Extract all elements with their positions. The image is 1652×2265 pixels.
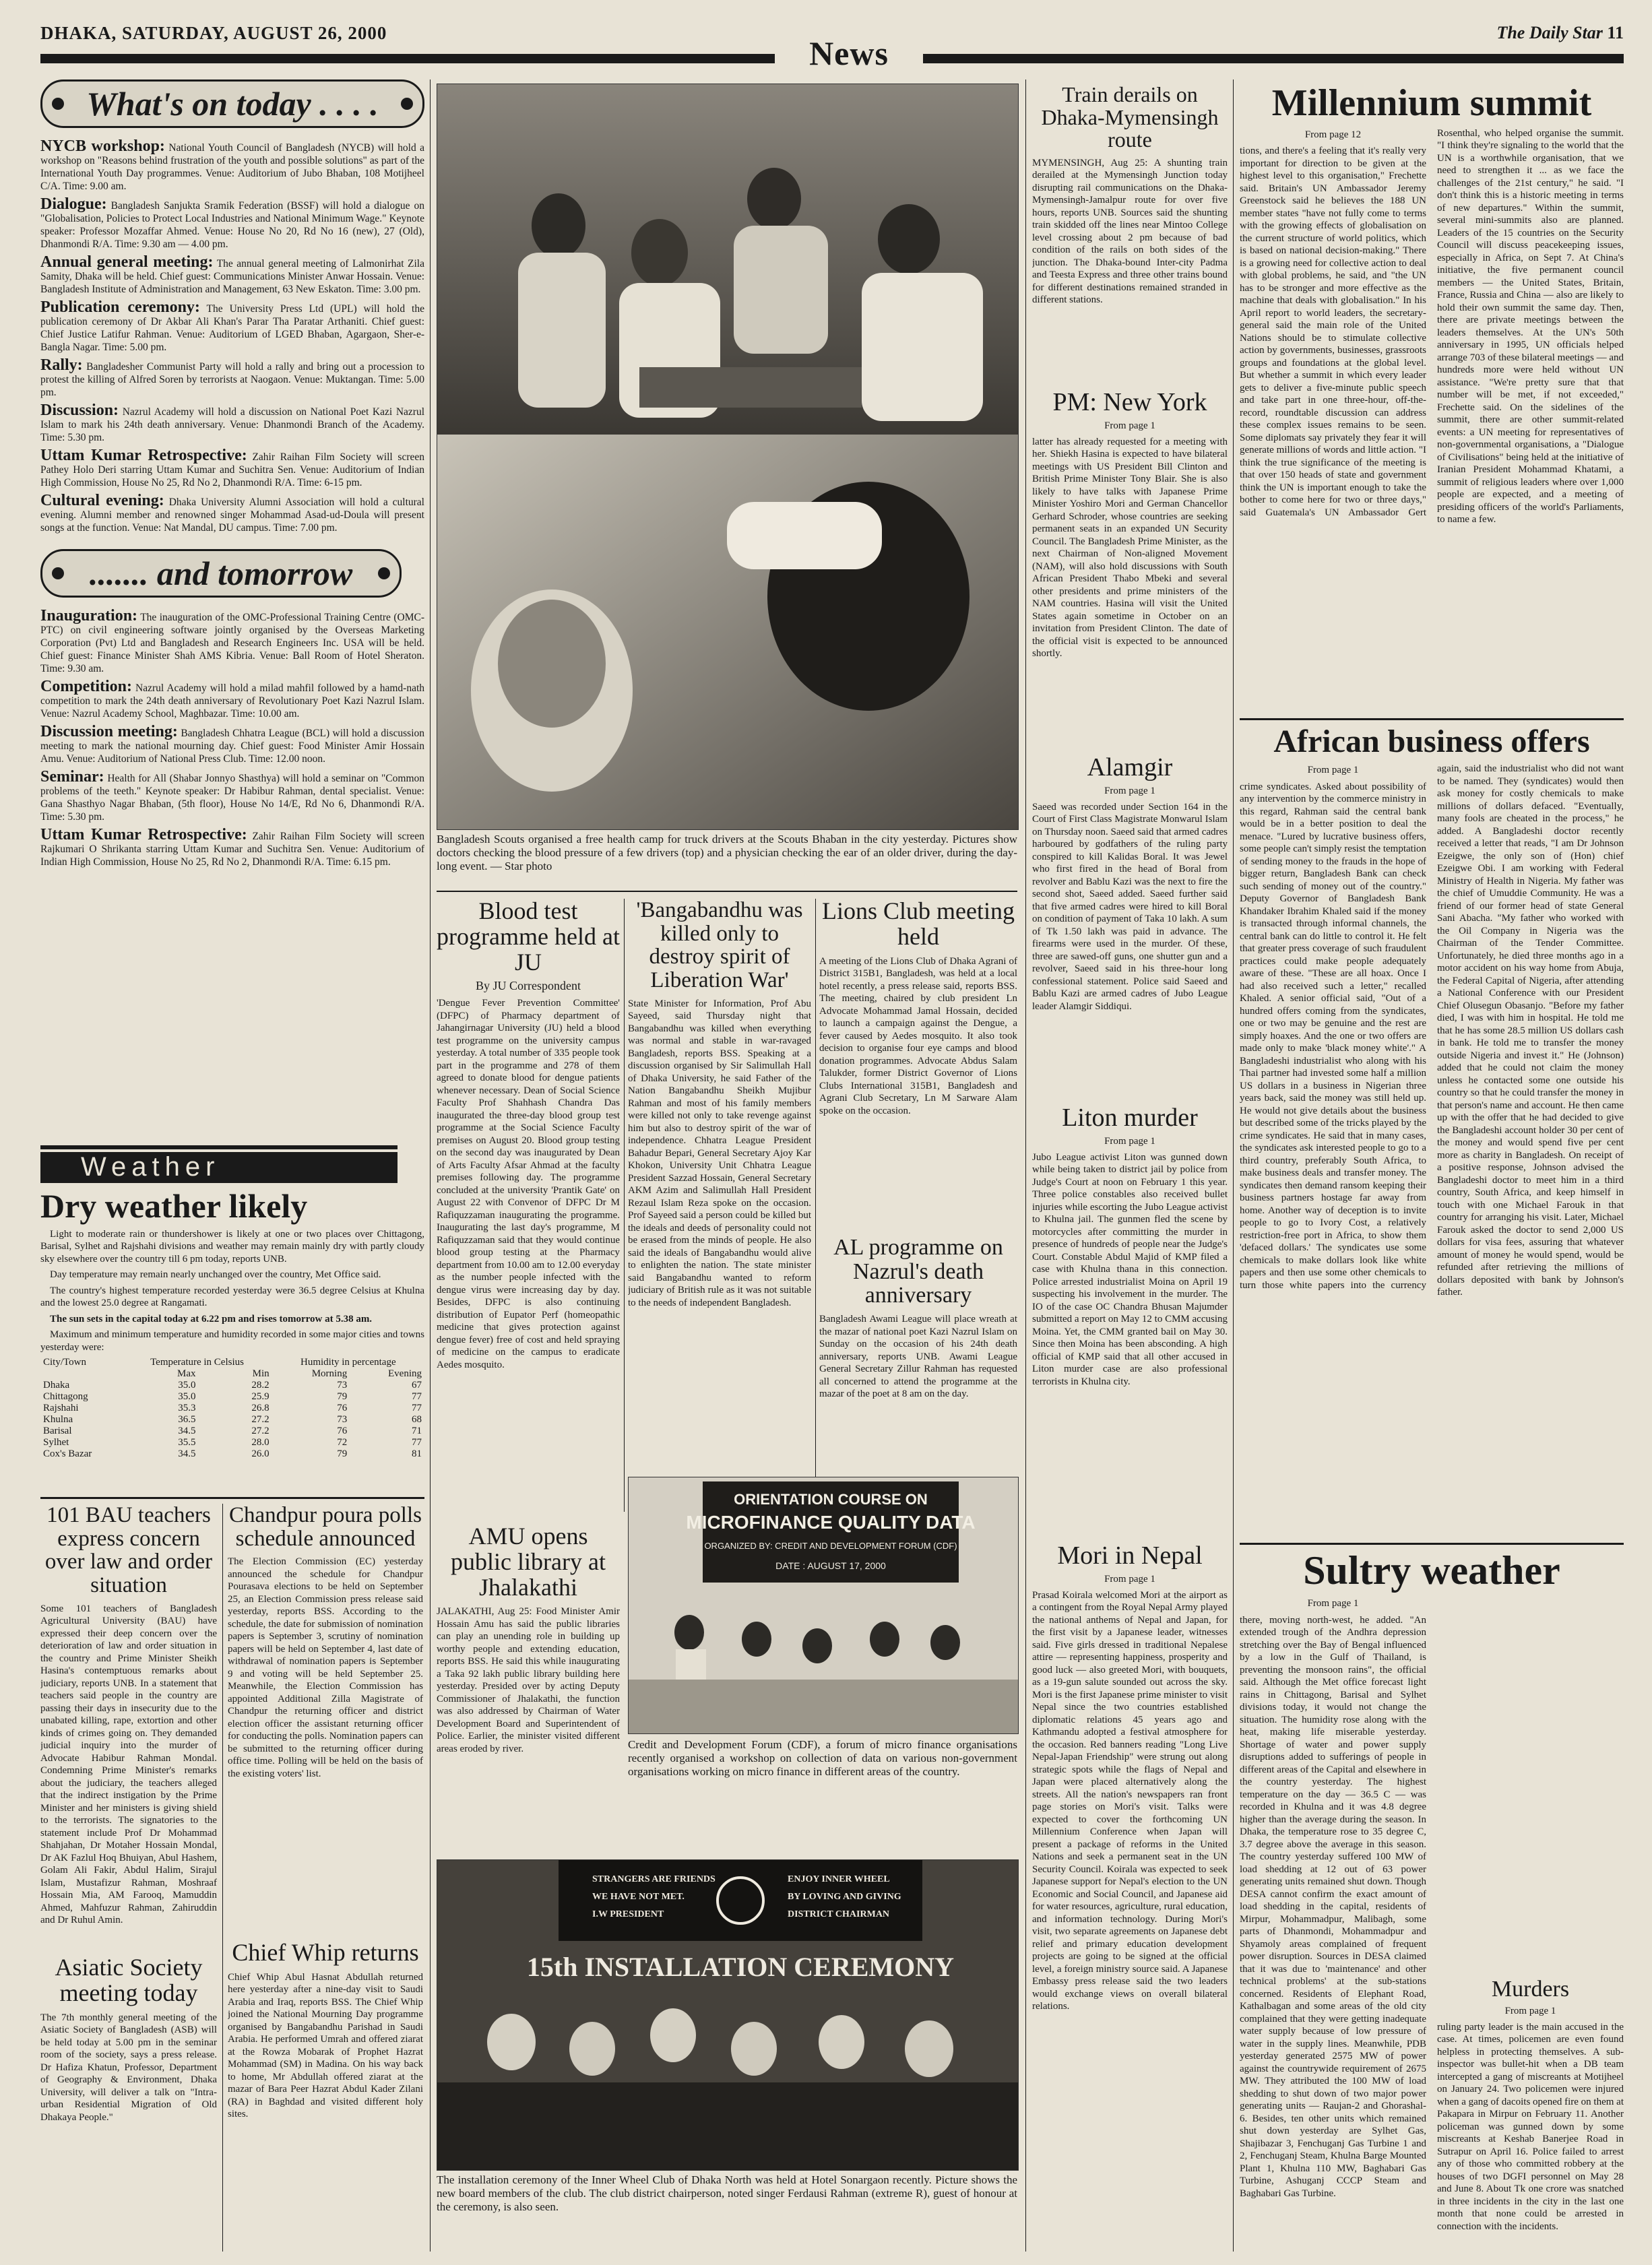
listing-title: Uttam Kumar Retrospective: [40, 447, 247, 464]
table-cell: 26.8 [251, 1403, 269, 1413]
divider [222, 1504, 223, 2252]
whats-on-banner [40, 79, 424, 128]
millennium-headline: Millennium summit [1271, 84, 1592, 124]
table-cell: 36.5 [178, 1414, 196, 1425]
table-row [40, 1437, 424, 1448]
table-cell: 76 [337, 1403, 348, 1413]
sign-text: STRANGERS ARE FRIENDS [592, 1874, 716, 1884]
bangabandhu-body: State Minister for Information, Prof Abu Sayeed, said Thursday night that Bangabandhu was killed when everything was normal and stable in war-ravaged Bangladesh, reports BSS. Speaking at a discussion organised by Sir Salimullah Hall of Dhaka University, he said Father of the Nation Bangabandhu Sheikh Mujibur Rahman and most of his family members were killed not only to take revenge against him but also to destroy spirit of the war of independence. Chhatra League President Bahadur Bepari, General Secretary Ajoy Kar Khokon, University Unit Chhatra League President Sazzad Hossain, General Secretary AKM Azim and Salimullah Hall President Rezaul Islam Reza spoke on the occasion. Prof Sayeed said a person could be killed but the ideals and deeds of personality could not be erased from the minds of people. He also said the ideals of Bangabandhu would alive to enlighten the nation. The state minister said Bangabandhu wanted to reform judiciary of British rule as it was not suitable to the needs of independent Bangladesh. [628, 998, 811, 1308]
listing-title: Dialogue: [40, 195, 107, 213]
sultry-continued [1437, 1596, 1624, 1973]
listing-details: Nazrul Academy will hold a milad mahfil followed by a hamd-nath competition to mark the 24th death anniversary of Revolutionary Poet Kazi Nazrul Islam. Venue: Nazrul Academy School, Maghbazar. Time: 10.00 am. [40, 682, 424, 720]
weather-para: Light to moderate rain or thundershower is likely at one or two places over Chittagong, Barisal, Sylhet and Rajshahi divisions and weather may remain mainly dry with partly cloudy sky elsewhere over the country till 6 pm today, reports UNB. [40, 1228, 424, 1265]
table-cell: 25.9 [251, 1391, 269, 1402]
train-article [1032, 84, 1228, 380]
jump-line: From page 1 [1504, 2005, 1556, 2016]
jump-line: From page 1 [1104, 420, 1155, 431]
bau-headline: 101 BAU teachers express concern over law and order situation [44, 1504, 213, 1597]
table-cell: 35.0 [178, 1391, 196, 1402]
table-row [40, 1403, 424, 1414]
lions-article [819, 899, 1017, 1229]
table-cell: 35.3 [178, 1403, 196, 1413]
table-header: Temperature in Celsius [150, 1357, 244, 1368]
divider [1240, 718, 1624, 720]
table-row [40, 1380, 424, 1391]
pm-new-york-headline: PM: New York [1052, 389, 1207, 416]
listing-item [40, 826, 424, 868]
lions-headline: Lions Club meeting held [822, 899, 1015, 950]
table-subheader [40, 1368, 122, 1380]
table-cell: 81 [412, 1448, 422, 1459]
chief-whip-headline: Chief Whip returns [232, 1940, 419, 1966]
listing-item [40, 492, 424, 534]
table-cell: Barisal [43, 1426, 72, 1436]
bau-body: Some 101 teachers of Bangladesh Agricultural University (BAU) have expressed their deep concern over the deterioration of law and order situation in the country and Prime Minister Sheikh Hasina's contemptuous remarks about judiciary, reports UNB. In a statement that teachers said people in the country are passing their days in insecurity due to the unabated killing, rape, extortion and other kinds of crimes going on. They demanded judicial inquiry into the murder of Advocate Habibur Rahman Mondal. Condemning Prime Minister's remarks about the judiciary, the teachers alleged that the indirect instigation by the Prime Minister and her ministers is giving shield to the terrorists. The signatories to the statement include Prof Dr Mohammad Shahjahan, Dr Motaher Hossain Mondal, Dr AK Fazlul Hoq Bhuiyan, Abul Hashem, Golam Ali Fakir, Abdul Halim, Sirajul Islam, Mustafizur Rahman, Moshraaf Hossain Mia, AM Farooq, Mamuddin Ahmed, Mahfuzur Rahman, Zahiruddin and Dr Ruhul Amin. [40, 1603, 217, 1926]
murders-body: ruling party leader is the main accused in the case. At times, policemen are even found helpless in protecting themselves. A sub-inspector was bullet-hit when a DB team intercepted a gang of miscreants at Motijheel on January 24. Two policemen were injured when a gang of dacoits opened fire on them at Pakapara in Mirpur on February 11. Another policeman was gunned down by some miscreants at Keshab Banerjee Road in Sutrapur on April 16. Police failed to arrest any of those who committed robbery at the houses of two DGFI personnel on May 28 and June 8. About Tk one crore was snatched in three incidents in the city in the last one month that none could be arrested in connection with the incidents. [1437, 2021, 1624, 2232]
chief-whip-body: Chief Whip Abul Hasnat Abdullah returned here yesterday after a nine-day visit to Saudi Arabia and Iraq, reports BSS. The Chief Whip joined the National Mourning Day programme organised by Bangabandhu Parishad in Saudi Arabia. He performed Umrah and offered ziarat at the Rowza Mobarak of Prophet Hazrat Mohammad (SM) in Madina. On his way back to home, Mr Abdullah offered ziarat at the mazar of Bara Peer Hazrat Abdul Kader Zilani (RA) in Baghdad and visited different holy sites. [228, 1971, 423, 2120]
liton-body: Jubo League activist Liton was gunned down while being taken to district jail by police from Judge's Court at noon on February 1 this year. Three police constables also received bullet injuries while escorting the Jubo League activist to Khulna jail. The gunmen fled the scene by motorcycles after committing the murder in presence of hundreds of people near the Judge's Court. Constable Abdul Majid of KMP filed a case with Khulna thana in this connection. Police arrested industrialist Moina on April 19 suspecting his involvement in the murder. The IO of the case OC Chandra Bhusan Majumder submitted a report on May 12 to CMM accusing Moina. Yet, the CMM granted bail on May 30. Since then Moina has been absconding. A high official of KMP said that all other accused in Liton murder case are also professional terrorists in Khulna city. [1032, 1151, 1228, 1387]
listing-details: Bangladesh Sanjukta Sramik Federation (BSSF) will hold a dialogue on "Globalisation, Policies to Protect Local Industries and National Minimum Wage." Keynote speaker: Professor Mozaffar Ahmed. Venue: House No 20, Rd No 16 (new), 27 (Old), Dhanmondi R/A. Time: 9.30 am — 4.00 pm. [40, 200, 424, 250]
cdf-photo-caption: Credit and Development Forum (CDF), a forum of micro finance organisations recently organised a workshop on collection of data on various non-government organisations working on micro finance in different areas of the country. [628, 1738, 1017, 1778]
photo-image [437, 84, 1018, 829]
weather-top-rule [40, 1145, 398, 1149]
bau-article [40, 1504, 217, 1948]
jump-line: From page 1 [1104, 1135, 1155, 1147]
amu-headline: AMU opens public library at Jhalakathi [451, 1524, 606, 1601]
whats-on-column [40, 79, 424, 1137]
divider [624, 899, 625, 1512]
table-cell: 28.0 [251, 1437, 269, 1448]
blood-test-article [437, 899, 620, 1512]
weather-label: Weather [40, 1152, 398, 1183]
african-body [1240, 763, 1624, 1299]
chief-whip-article [228, 1940, 423, 2252]
listing-item [40, 768, 424, 823]
table-cell: 34.5 [178, 1448, 196, 1459]
sultry-weather-article [1240, 1550, 1624, 2252]
table-header: City/Town [43, 1357, 86, 1368]
african-headline: African business offers [1273, 725, 1590, 759]
alamgir-headline: Alamgir [1087, 755, 1173, 781]
jump-line: From page 1 [1104, 785, 1155, 796]
banner-text: ORGANIZED BY: CREDIT AND DEVELOPMENT FORUM (CDF) [704, 1541, 957, 1551]
amu-body: JALAKATHI, Aug 25: Food Minister Amir Hossain Amu has said the public libraries can play an unending role in building up worthy people and extending education, reports BSS. He said this while inaugurating a Taka 92 lakh public library building here yesterday. Presided over by acting Deputy Commissioner of Jhalakathi, the function was also addressed by Chairman of Water Development Board and Superintendent of Police. Earlier, the minister visited different areas eroded by river. [437, 1606, 620, 1754]
listing-details: The University Press Ltd (UPL) will hold the publication ceremony of Dr Akbar Ali Khan's Parar Tha Paratar Arthaniti. Chief guest: Chief Justice Latifur Rahman. Venue: Auditorium of LGED Bhaban, Agargaon, Sher-e-Bangla Nagar. Time: 5.00 pm. [40, 303, 424, 353]
murders-article [1437, 1596, 1624, 2233]
banner-text: MICROFINANCE QUALITY DATA [686, 1512, 976, 1533]
mori-body: Prasad Koirala welcomed Mori at the airport as a contingent from the Royal Nepal Army played the national anthems of Nepal and Japan, for the first visit by a Japanese leader, witnesses said. Five girls dressed in traditional Nepalese attire — representing happiness, prosperity and good luck — also greeted Mori, with bouquets, as a 19-gun salute sounded out across the sky. Mori is the first Japanese prime minister to visit Nepal since the two countries established diplomatic relations 45 years ago and Kathmandu adopted a festival atmosphere for the occasion. Red banners reading "Long Live Nepal-Japan Friendship" were strung out along strategic spots while the flags of Nepal and Japan were placed alternatively along the streets. All the nation's newspapers ran front page stories on Mori's visit. Talks were expected to cover the forthcoming UN Millennium Conference when Japan will present a package of reforms in the United Nations and seek a permanent seat in the UN Security Council. Koirala was expected to seek Japanese support for Nepal's election to the UN Economic and Social Council, and Japanese aid for water resources, agriculture, rural education, and information technology. During Mori's visit, two separate agreements on Japanese debt relief and primary education development projects are going to be signed at the official level, a foreign ministry source said. A Japanese Embassy press release said the two leaders would exchange views on overall bilateral relations. [1032, 1589, 1228, 2012]
listing-details: The inauguration of the OMC-Professional Training Centre (OMC-PTC) on civil engineering software jointly organised by the Overseas Marketing Corporation (Pvt) Ltd and Bangladesh and Research Engineers Inc. USA will be held. Chief guest: Finance Minister Shah AMS Kibria. Venue: Ball Room of Hotel Sheraton. Time: 9.30 am. [40, 612, 424, 674]
murders-headline: Murders [1491, 1977, 1570, 2002]
sign-text: DISTRICT CHAIRMAN [788, 1909, 890, 1919]
al-programme-headline: AL programme on Nazrul's death anniversary [833, 1236, 1003, 1308]
bangabandhu-headline: 'Bangabandhu was killed only to destroy spirit of Liberation War' [636, 899, 803, 992]
millennium-body [1240, 127, 1624, 526]
table-cell: 73 [337, 1380, 348, 1391]
table-subheader: Max [177, 1368, 196, 1379]
sign-text: BY LOVING AND GIVING [788, 1892, 901, 1902]
listing-title: Publication ceremony: [40, 298, 200, 316]
page-number: 11 [1607, 23, 1624, 42]
listing-title: Discussion meeting: [40, 723, 178, 740]
table-subheader: Min [252, 1368, 269, 1379]
table-subheader: Evening [388, 1368, 422, 1379]
table-cell: 77 [412, 1391, 422, 1402]
listing-details: Health for All (Shabar Jonnyo Shasthya) will hold a seminar on "Common problems of the teeth." Keynote speaker: Dr Habibur Rahman, dental specialist. Venue: Gana Shasthyo Nagar Bhaban, (5th floor), House No 14/E, Rd No 6, Dhanmondi R/A. Time: 5.30 pm. [40, 773, 424, 823]
paper-name-and-page [1496, 23, 1624, 43]
listing-item [40, 723, 424, 765]
edition-date: DHAKA, SATURDAY, AUGUST 26, 2000 [40, 23, 387, 43]
banner-text: ORIENTATION COURSE ON [734, 1491, 928, 1508]
asiatic-body: The 7th monthly general meeting of the Asiatic Society of Bangladesh (ASB) will be held today at 5.00 pm in the seminar room of the society, says a press release. Dr Hafiza Khatun, Professor, Department of Geography & Environment, Dhaka University, will deliver a talk on "Intra-urban Residential Migration of Old Dhakaya People." [40, 2012, 217, 2123]
weather-block [40, 1145, 424, 1496]
listing-item [40, 298, 424, 354]
table-row [40, 1414, 424, 1426]
listing-item [40, 137, 424, 193]
weather-sun: The sun sets in the capital today at 6.22 pm and rises tomorrow at 5.38 am. [50, 1313, 373, 1325]
sultry-text: there, moving north-west, he added. "An extended trough of the Andhra depression stretching over the Bay of Bengal influenced by a low in the Gulf of Thailand, is preventing the monsoon rains", the official said. Although the Met office forecast light rains in Chittagong, Barisal and Sylhet divisions today, it would not change the situation. The humidity rose along with the heat, making life miserable yesterday. Shortage of water and power supply disruptions added to sufferings of people in different areas of the Capital and elsewhere in the country yesterday. The highest temperature on the day — 36.5 C — was recorded in Khulna and it was 4.8 degree higher than the average during the season. In Dhaka, the temperature rose to 35 degree C, 3.7 degree above the average in this season. The country yesterday suffered 100 MW of load shedding at 12 out of 63 power generating units remained shut down. Though DESA cannot confirm the exact amount of load shedding in the capital, residents of Mirpur, Mohammadpur, Malibagh, some parts of Dhanmondi, Mohammadpur and Shyamoly areas complained of frequent power disruption. Sources in DESA claimed that it was due to 'maintenance' and other technical problems' at the sub-stations concerned. Residents of Elephant Road, Kathalbagan and some areas of the old city complained that they were getting inadequate water supply because of low pressure of water in the supply lines. Meanwhile, PDB yesterday generated 2575 MW of power against the countrywide requirement of 2675 MW. They attributed the 100 MW of load shedding to shut down of two major power generating units — Raujan-2 and Ghorashal-6. Besides, ten other units which remained shut down yesterday are Sylhet Gas, Shajibazar 3, Fenchuganj Gas Turbine 1 and 2, Fenchuganj Steam, Khulna Barge Mounted Plant 1, Khulna 110 MW, Baghabari Gas Turbine, Ashuganj CCCP Steam and Baghabari Gas Turbine. [1240, 1614, 1426, 2199]
listing-details: Nazrul Academy will hold a discussion on National Poet Kazi Nazrul Islam to mark his 24th death anniversary. Venue: Dhanmondi Branch of the Academy. Time: 5.30 pm. [40, 406, 424, 443]
column-divider [430, 79, 431, 2252]
millennium-summit-article [1240, 84, 1624, 717]
chandpur-article [228, 1504, 423, 1915]
column-divider [1025, 79, 1026, 2252]
cdf-workshop-photo [628, 1477, 1019, 1734]
asiatic-article [40, 1955, 217, 2252]
byline: By JU Correspondent [476, 979, 581, 993]
table-cell: 79 [337, 1391, 348, 1402]
blood-test-body: 'Dengue Fever Prevention Committee' (DFPC) of Pharmacy department of Jahangirnagar University (JU) held a blood test programme on the university campus yesterday. A total number of 335 people took part in the programme and 278 of them agreed to donate blood for dengue patients whenever necessary. Dean of Social Science Faculty Prof Shahhash Chandra Das inaugurated the three-day blood group test programme at the Social Science Faculty premises on August 20. Blood group testing on the second day was inaugurated by Dean of Arts Faculty Afsar Ahmad at the faculty premises following day. The programme concluded at the university 'Prantik Gate' on August 22 with Convenor of DFPC Dr M Rafiquzzaman inaugurating the programme. Inaugurating the last day's programme, M Rafiquzzaman said that they would continue blood group testing at the Pharmacy department from 10.00 am to 12.00 everyday as the number people infected with the dengue virus were increasing day by day. Besides, DFPC is also continuing distribution of Eupator Perf (homeopathic medicine that gives protection against dengue fever) free of cost and held spraying of medicine on the campus to eradicate Aedes mosquito. [437, 998, 620, 1370]
sultry-body [1240, 1596, 1426, 2233]
weather-para: Day temperature may remain nearly unchanged over the country, Met Office said. [50, 1269, 381, 1280]
listing-title: Uttam Kumar Retrospective: [40, 826, 247, 843]
listing-details: Bangladesher Communist Party will hold a rally and bring out a procession to protest the killing of Alfred Soren by terrorists at Naogaon. Venue: Muktangan. Time: 5.00 pm. [40, 361, 424, 398]
table-subheader: Morning [311, 1368, 348, 1379]
table-cell: Sylhet [43, 1437, 69, 1448]
ceremony-banner-text: 15th INSTALLATION CEREMONY [526, 1952, 955, 1982]
table-cell: 35.0 [178, 1380, 196, 1391]
listing-details: Dhaka University Alumni Association will hold a cultural evening. Alumni member and renowned singer Mohammad Asad-ud-Doula will present songs at the function. Venue: Nat Mandal, DU campus. Time: 7.00 pm. [40, 497, 424, 534]
millennium-text: tions, and there's a feeling that it's really very important for direction to be given at the highest level to this organisation," Frechette said. Britain's UN Ambassador Jeremy Greenstock said he believes the 188 UN member states "have not fully come to terms with the growing effects of globalisation on the current structure of world politics, which is based on national decision-making." There is a growing need for collective action to deal with global problems, he said, and "the UN has to be stronger and more effective as the machine that deals with globalisation." In his April report to world leaders, the secretary-general said the main role of the United Nations should be to stimulate collective action by governments, businesses, grassroots groups and foundations at the global level. But whether a summit in which every leader gets to deliver a five-minute public speech and take part in one three-hour, off-the-record, roundtable discussion can address these complex issues remains to be seen. Some diplomats say privately they fear it will generate millions of words and little action. "I think the true significance of the meeting is that over 150 heads of state and government think the UN is important enough to take the bother to come here for two or three days," said Guatemala's UN Ambassador Gert Rosenthal, who helped organise the summit. "I think they're signaling to the world that the UN is a worthwhile organisation, that we need to strengthen it ... as we face the challenges of the 21st century," he said. "I don't think this is a historic meeting in terms of new departures." Within the summit, several mini-summits also are planned. Leaders of the 15 countries on the Security Council will discuss peacekeeping issues, especially in Africa, on Sept 7. At China's initiative, the five permanent council members — the United States, Britain, France, Russia and China — also are likely to hold their own summit the same day. Then, there are private meetings between the leaders themselves. At the UN's 50th anniversary in 1995, UN officials helped arrange 703 of these bilateral meetings — and hundreds more were held without UN assistance. "We're pretty sure that that number will be met, if not exceeded," Frechette said. On the sidelines of the summit, there are other summit-related events: a UN meeting for representatives of non-governmental organisations, a "Dialogue of Civilisations" being held at the initiative of Iranian President Mohammad Khatami, a summit of religious leaders where over 1,000 people are expected, and a meeting of presiding officers of the world's Parliaments, to name a few. [1240, 127, 1624, 525]
section-title: News [809, 34, 889, 72]
photo-image [437, 1860, 1018, 2170]
listing-item [40, 356, 424, 399]
listing-title: Seminar: [40, 768, 104, 786]
divider [815, 899, 816, 1512]
tomorrow-banner [40, 549, 402, 598]
divider [437, 891, 1017, 892]
bullet-icon [378, 567, 390, 579]
table-row [40, 1448, 424, 1460]
inner-wheel-photo [437, 1859, 1019, 2171]
table-cell: 71 [412, 1426, 422, 1436]
liton-murder-article [1032, 1105, 1228, 1536]
jump-line: From page 1 [1307, 765, 1359, 776]
table-row [40, 1391, 424, 1403]
tomorrow-title: ....... and tomorrow [89, 554, 353, 592]
listing-title: Competition: [40, 678, 132, 695]
listing-details: Zahir Raihan Film Society will screen Pathey Holo Deri starring Uttam Kumar and Suchitra Sen. Venue: Auditorium of Indian High Commission, House No 25, Rd No 2, Dhanmondi R/A. Time: 6-15 pm. [40, 451, 424, 488]
listing-details: Zahir Raihan Film Society will screen Rajkumari O Shrikanta starring Uttam Kumar and Suchitra Sen. Venue: Auditorium of Indian High Commission, House No 25, Rd No 2, Dhanmondi R/A. Time: 6.15 pm. [40, 831, 424, 868]
tomorrow-list [40, 607, 424, 868]
alamgir-article [1032, 755, 1228, 1098]
table-cell: 77 [412, 1403, 422, 1413]
listing-title: Discussion: [40, 402, 119, 419]
train-headline: Train derails on Dhaka-Mymensingh route [1041, 84, 1219, 152]
jump-line: From page 1 [1307, 1598, 1359, 1609]
mori-nepal-article [1032, 1543, 1228, 2252]
table-cell: 34.5 [178, 1426, 196, 1436]
column-divider [1233, 79, 1234, 2252]
masthead-rule-left [40, 54, 775, 63]
table-cell: Chittagong [43, 1391, 88, 1402]
photo-image [629, 1477, 1018, 1733]
liton-headline: Liton murder [1062, 1105, 1198, 1132]
chandpur-headline: Chandpur poura polls schedule announced [229, 1504, 422, 1551]
blood-test-headline: Blood test programme held at JU [437, 899, 620, 976]
al-programme-body: Bangladesh Awami League will place wreath at the mazar of national poet Kazi Nazrul Islam on Sunday on the occasion of his 24th death anniversary, reports UNB. Awami League General Secretary Zillur Rahman has requested all concerned to attend the programme at the mazar of the poet at 8 am on the day. [819, 1314, 1017, 1400]
jump-line: From page 1 [1104, 1573, 1155, 1585]
divider [1240, 1543, 1624, 1545]
table-cell: 68 [412, 1414, 422, 1425]
table-cell: 79 [337, 1448, 348, 1459]
divider [40, 1497, 424, 1499]
scouts-health-camp-photo [437, 84, 1019, 830]
masthead [40, 19, 1624, 72]
listing-title: NYCB workshop: [40, 137, 165, 155]
bullet-icon [401, 98, 413, 110]
whats-on-title: What's on today . . . . [86, 85, 379, 123]
sultry-headline: Sultry weather [1303, 1550, 1560, 1593]
bullet-icon [52, 98, 64, 110]
al-programme-article [819, 1236, 1017, 1505]
table-header: Humidity in percentage [300, 1357, 396, 1368]
listing-item [40, 253, 424, 296]
table-cell: 72 [337, 1437, 348, 1448]
table-cell: 27.2 [251, 1414, 269, 1425]
scouts-photo-caption: Bangladesh Scouts organised a free health camp for truck drivers at the Scouts Bhaban in the city yesterday. Pictures show doctors checking the blood pressure of a few drivers (top) and a physician checking the ear of an older driver, during the day-long event. — Star photo [437, 833, 1017, 872]
listing-item [40, 404, 424, 444]
table-cell: 35.5 [178, 1437, 196, 1448]
listing-details: Bangladesh Chhatra League (BCL) will hold a discussion meeting to mark the national mourning day. Chief guest: Food Minister Amir Hossain Amu. Venue: Auditorium of National Press Club. Time: 12.00 noon. [40, 728, 424, 765]
mori-headline: Mori in Nepal [1057, 1543, 1203, 1570]
listing-title: Annual general meeting: [40, 253, 214, 271]
pm-new-york-article [1032, 389, 1228, 746]
whats-on-list [40, 137, 424, 534]
table-cell: 77 [412, 1437, 422, 1448]
listing-item [40, 195, 424, 251]
table-cell: 27.2 [251, 1426, 269, 1436]
amu-article [437, 1524, 620, 1841]
table-cell: Rajshahi [43, 1403, 79, 1413]
table-cell: 26.0 [251, 1448, 269, 1459]
table-cell: 76 [337, 1426, 348, 1436]
lions-body: A meeting of the Lions Club of Dhaka Agrani of District 315B1, Bangladesh, was held at a local hotel recently, a press release said, reports BSS. The meeting, chaired by club president Ln Advocate Mohammad Jamal Hossain, decided to launch a campaign against the Dengue, a fever caused by Aedes mosquito. It also took decision to organise four eye camps and blood donation programmes. Advocate Abdus Salam Talukder, former District Governor of Lions Clubs International 315B1, Bangladesh and Agrani Club Secretary, Ln M Sarware Alam spoke on the occasion. [819, 955, 1017, 1116]
asiatic-headline: Asiatic Society meeting today [55, 1955, 203, 2006]
weather-para: The country's highest temperature recorded yesterday were 36.5 degree Celsius at Khulna and the lowest 25.0 degree at Rangamati. [40, 1285, 424, 1308]
listing-details: The annual general meeting of Lalmonirhat Zila Samity, Dhaka will be held. Chief guest: Communications Minister Anwar Hossain. Venue: Bangladesh Institute of Administration and Management, 63 New Eskaton. Time: 3.00 pm. [40, 258, 424, 295]
banner-text: DATE : AUGUST 17, 2000 [775, 1560, 886, 1571]
alamgir-body: Saeed was recorded under Section 164 in the Court of First Class Magistrate Monwarul Islam on Thursday noon. Saeed said that armed cadres harboured by godfathers of the ruling party conspired to kill Kalidas Boral. It was Jewel who first fired in the head of Boral from revolver and Bablu Kazi was the next to fire the second shot, Saeed added. Saeed further said that five armed cadres were hired to kill Boral on condition of payment of Taka 10 lakh. A sum of Tk 1.50 lakh was paid in advance. The firearms were used in the murder. Of these, three are sawed-off guns, one shutter gun and a revolver, Saeed said in his three-hour long confessional statement. Police said Saeed and Bablu Kazi are armed cadres of Jubo League leader Alamgir Siddiqui. [1032, 801, 1228, 1012]
masthead-rule-right [923, 54, 1624, 63]
table-cell: 28.2 [251, 1380, 269, 1391]
pm-new-york-body: latter has already requested for a meeting with her. Shiekh Hasina is expected to have bilateral meetings with US President Bill Clinton and British Prime Minister Tony Blair. She is also likely to have talks with Japanese Prime Minister Yoshiro Mori and German Chancellor Gerhard Schroder, whose countries are seeking permanent seats in an expanded UN Security Council. The Bangladesh Prime Minister, as the next Chairman of Non-aligned Movement (NAM), will also hold discussions with South African President Thabo Mbeki and several other presidents and prime ministers of the NAM countries. Hasina will visit the United States again sometime in October on an invitation from President Clinton. The date of the official visit is expected to be announced shortly. [1032, 436, 1228, 660]
listing-item [40, 680, 424, 720]
train-body: MYMENSINGH, Aug 25: A shunting train derailed at the Mymensingh Junction today disrupting rail communications on the Dhaka-Mymensingh-Jamalpur route for over five hours, reports UNB. Sources said the shunting train skidded off the lines near Mintoo College level crossing about 2 pm because of bad condition of the rails on both sides of the junction. The Dhaka-bound Inter-city Padma and Teesta Express and three other trains bound for different destinations remained stranded in different stations. [1032, 157, 1228, 306]
bullet-icon [52, 567, 64, 579]
listing-title: Rally: [40, 356, 83, 374]
table-cell: Khulna [43, 1414, 73, 1425]
sign-text: ENJOY INNER WHEEL [788, 1874, 890, 1884]
listing-item [40, 449, 424, 489]
chandpur-body: The Election Commission (EC) yesterday announced the schedule for Chandpur Pourasava elections to be held on September 25, an Election Commission press release said yesterday, reports BSS. According to the schedule, the date for submission of nomination papers is September 3, scrutiny of nomination papers will be held on September 4, last date of withdrawal of nomination papers is September 9 and voting will be held September 25. Meanwhile, the Election Commission has appointed Additional Zilla Magistrate of Chandpur the returning officer and district election officer the assistant returning officer for conducting the polls. Nomination papers can be submitted to the returning officer during office time. Polling will be held on the basis of the existing voters' list. [228, 1556, 423, 1779]
listing-title: Inauguration: [40, 607, 138, 625]
weather-body [40, 1228, 424, 1354]
listing-details: National Youth Council of Bangladesh (NYCB) will hold a workshop on "Reasons behind frustration of the youth and possible solutions" as part of the International Youth Day programmes. Venue: Auditorium of Jubo Bhaban, 108 Motijheel C/A. Time: 9.00 am. [40, 142, 424, 192]
african-business-article [1240, 725, 1624, 1540]
table-cell: Dhaka [43, 1380, 70, 1391]
listing-title: Cultural evening: [40, 492, 164, 509]
weather-table [40, 1357, 424, 1460]
inner-wheel-photo-caption: The installation ceremony of the Inner Wheel Club of Dhaka North was held at Hotel Sonargaon recently. Picture shows the new board members of the club. The club district chairperson, noted singer Ferdausi Rahman (extreme R), guest of honour at the ceremony, is also seen. [437, 2173, 1017, 2213]
sign-text: I.W PRESIDENT [592, 1909, 664, 1919]
sultry-columns [1240, 1596, 1624, 2233]
table-cell: 73 [337, 1414, 348, 1425]
paper-name: The Daily Star [1496, 23, 1603, 42]
listing-item [40, 607, 424, 675]
table-cell: Cox's Bazar [43, 1448, 92, 1459]
table-cell: 67 [412, 1380, 422, 1391]
weather-para: Maximum and minimum temperature and humidity recorded in some major cities and towns yesterday were: [40, 1329, 424, 1353]
jump-line: From page 12 [1304, 129, 1362, 140]
sign-text: WE HAVE NOT MET. [592, 1892, 685, 1902]
african-text: crime syndicates. Asked about possibility of any intervention by the commerce ministry in this regard, Rahman said the central bank would be in a better position to deal the menace. "Lured by lucrative business offers, some people can't simply resist the temptation of sending money to the frauds in the hope of bigger return, Bangladesh Bank can check such sending of money out of the country." Deputy Governor of Bangladesh Bank Khandaker Ibrahim Khaled said if the money is transacted through informal channels, the central bank can do little to control it. He felt that greater press coverage of such fraudulent practices could make people adequately aware of these. "These are all hoax. Once I had also received such a letter," recalled Khaled. A senior official said, "Out of a hundred offers coming from the syndicates, one or two may be genuine and the rest are simply hoaxes. And the one or two offers are made only to make 'black money white'." A Bangladeshi industrialist who along with his Thai partner had invested some half a million US dollars in a business in Nigerian three years back, said the money was still held up. He would not give details about the business but described some of the tricks played by the crime syndicates. He said that in many cases, the syndicates ask interested people to go to a third country, preferably South Africa, to make business deals and transfer money. The syndicates then demand ransom keeping their business partners hostage far away from home. Another way of deception is to invite people to go to Ivory Cost, a relatively restriction-free port in Africa, to show them 'defaced dollars.' The syndicates use some chemicals to make dollars look like white papers and then use some other chemicals to turn those white papers into the currency again, said the industrialist who did not want to be named. They (syndicates) would then ask money for costly chemicals to make millions of dollars defaced. "Eventually, many fools are cheated in the process," he added. A Bangladeshi doctor recently received a letter that reads, "I am Dr Johnson Ezeigwe, the only son of (Hon) chief Ezeigwe Obi. I am working with Federal Ministry of Health in Nigeria. My father was the chief of Umuddie Community. He was a friend of our former head of state General Sani Abacha. "My father who worked with the Oil Company in Nigeria was the Chairman of the Tender Committee. Unfortunately, he died three months ago in a motor accident on his way home from Abuja, the Federal Capital of Nigeria, after attending a National Conference with our President Chief Olusegun Obasanjo. "Before my father died, I was with him in hospital. He told me that he has some 28.5 million US dollars cash in bank. He told me to transfer the money outside Nigeria and invest it." He (Johnson) added that he could not claim the money unless he contacted some one outside his country so that he could transfer the money in that person's name and account. He then came up with the offer that he had decided to give the Bangladeshi account holder 30 per cent of the money and would spend five per cent more as charity in Bangladesh. On receipt of a positive response, Johnson advised the Bangladeshi doctor to meet him in a third country, South Africa, and keep himself in touch with one Michael Farouk in that country for arranging his visit. Later, Michael Farouk asked the doctor to send 2,000 US dollars for visa fees, assuring that whatever amount of money he would spend, would be refunded after retrieving the millions of dollars deposited with bank by Johnson's father. [1240, 763, 1624, 1298]
bangabandhu-article [628, 899, 811, 1512]
weather-headline: Dry weather likely [40, 1187, 308, 1225]
table-row [40, 1426, 424, 1437]
